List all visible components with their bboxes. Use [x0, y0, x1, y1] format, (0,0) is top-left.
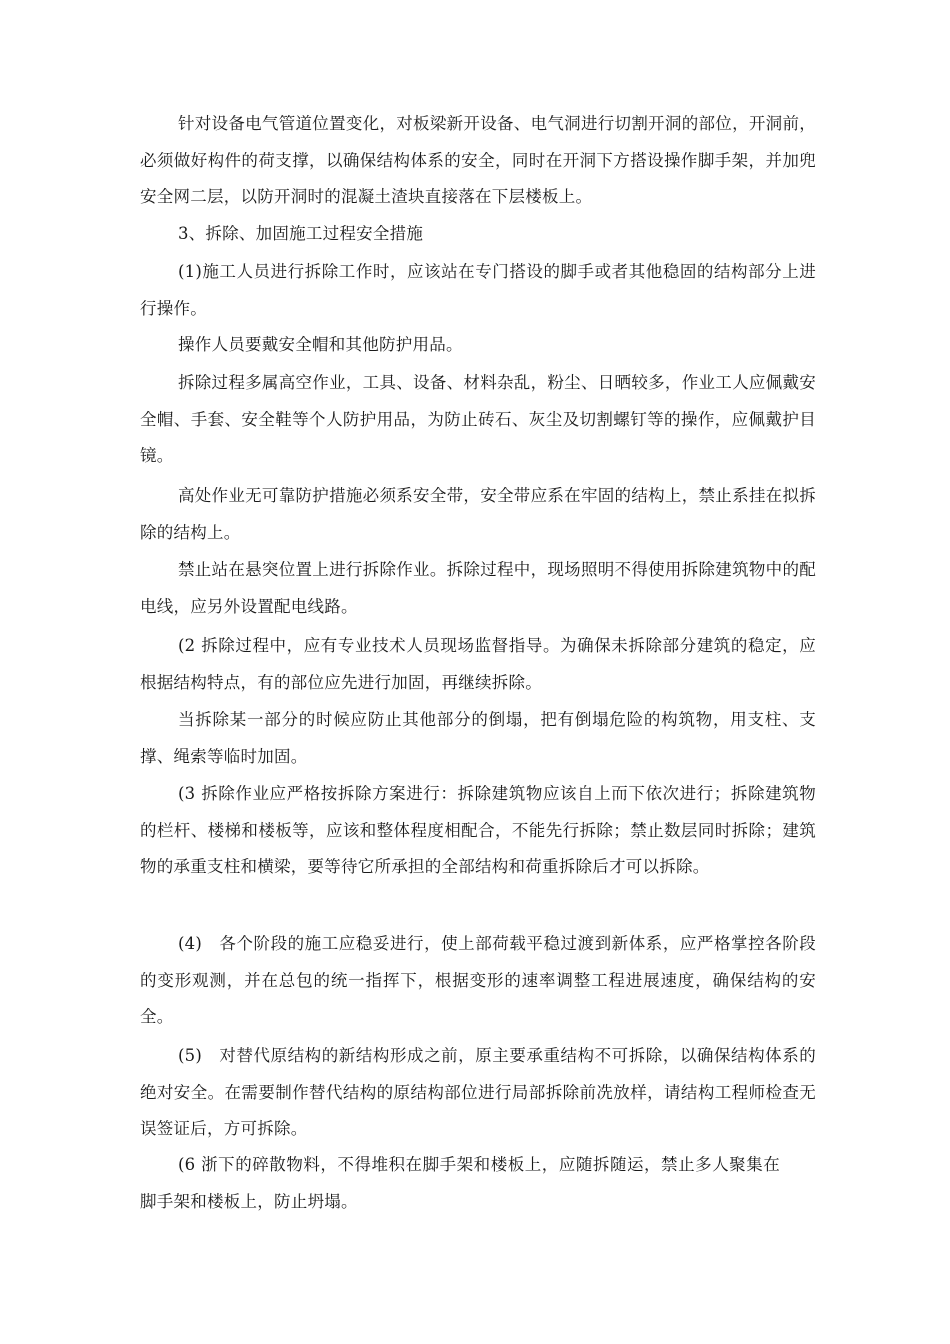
section-heading-3: 3、拆除、加固施工过程安全措施 — [177, 224, 424, 243]
paragraph-opening-precautions: 针对设备电气管道位置变化，对板梁新开设备、电气洞进行切割开洞的部位，开洞前，必须做好构件的荷支撑，以确保结构体系的安全，同时在开洞下方搭设操作脚手架，并加兜安全网二层，以防开洞时的混凝土渣块直接落在下层楼板上。 — [140, 114, 816, 206]
paragraph-protective-gear: 操作人员要戴安全帽和其他防护用品。 — [177, 335, 463, 354]
paragraph-item-2: (2 拆除过程中，应有专业技术人员现场监督指导。为确保未拆除部分建筑的稳定，应根据结构特点，有的部位应先进行加固，再继续拆除。 — [140, 636, 816, 692]
paragraph-item-6: (6 浙下的碎散物料，不得堆积在脚手架和楼板上，应随拆随运，禁止多人聚集在脚手架和楼板上，防止坍塌。 — [140, 1155, 780, 1211]
paragraph-item-4: (4) 各个阶段的施工应稳妥进行，使上部荷载平稳过渡到新体系，应严格掌控各阶段的变形观测，并在总包的统一指挥下，根据变形的速率调整工程进展速度，确保结构的安全。 — [140, 934, 816, 1026]
paragraph-high-altitude-work: 拆除过程多属高空作业，工具、设备、材料杂乱，粉尘、日晒较多，作业工人应佩戴安全帽、手套、安全鞋等个人防护用品，为防止砖石、灰尘及切割螺钉等的操作，应佩戴护目镜。 — [140, 373, 816, 465]
paragraph-collapse-prevention: 当拆除某一部分的时候应防止其他部分的倒塌，把有倒塌危险的构筑物，用支柱、支撑、绳索等临时加固。 — [140, 710, 816, 766]
paragraph-item-1: (1)施工人员进行拆除工作时，应该站在专门搭设的脚手或者其他稳固的结构部分上进行操作。 — [140, 262, 816, 318]
paragraph-item-5: (5) 对替代原结构的新结构形成之前，原主要承重结构不可拆除，以确保结构体系的绝对安全。在需要制作替代结构的原结构部位进行局部拆除前冼放样，请结构工程师检查无误签证后，方可拆除。 — [140, 1046, 816, 1138]
paragraph-cantilever-prohibition: 禁止站在悬突位置上进行拆除作业。拆除过程中，现场照明不得使用拆除建筑物中的配电线，应另外设置配电线路。 — [140, 560, 816, 616]
paragraph-safety-belt: 高处作业无可靠防护措施必须系安全带，安全带应系在牢固的结构上，禁止系挂在拟拆除的结构上。 — [140, 486, 816, 542]
paragraph-item-3: (3 拆除作业应严格按拆除方案进行：拆除建筑物应该自上而下依次进行；拆除建筑物的栏杆、楼梯和楼板等，应该和整体程度相配合，不能先行拆除；禁止数层同时拆除；建筑物的承重支柱和横梁，要等待它所承担的全部结构和荷重拆除后才可以拆除。 — [140, 784, 816, 876]
